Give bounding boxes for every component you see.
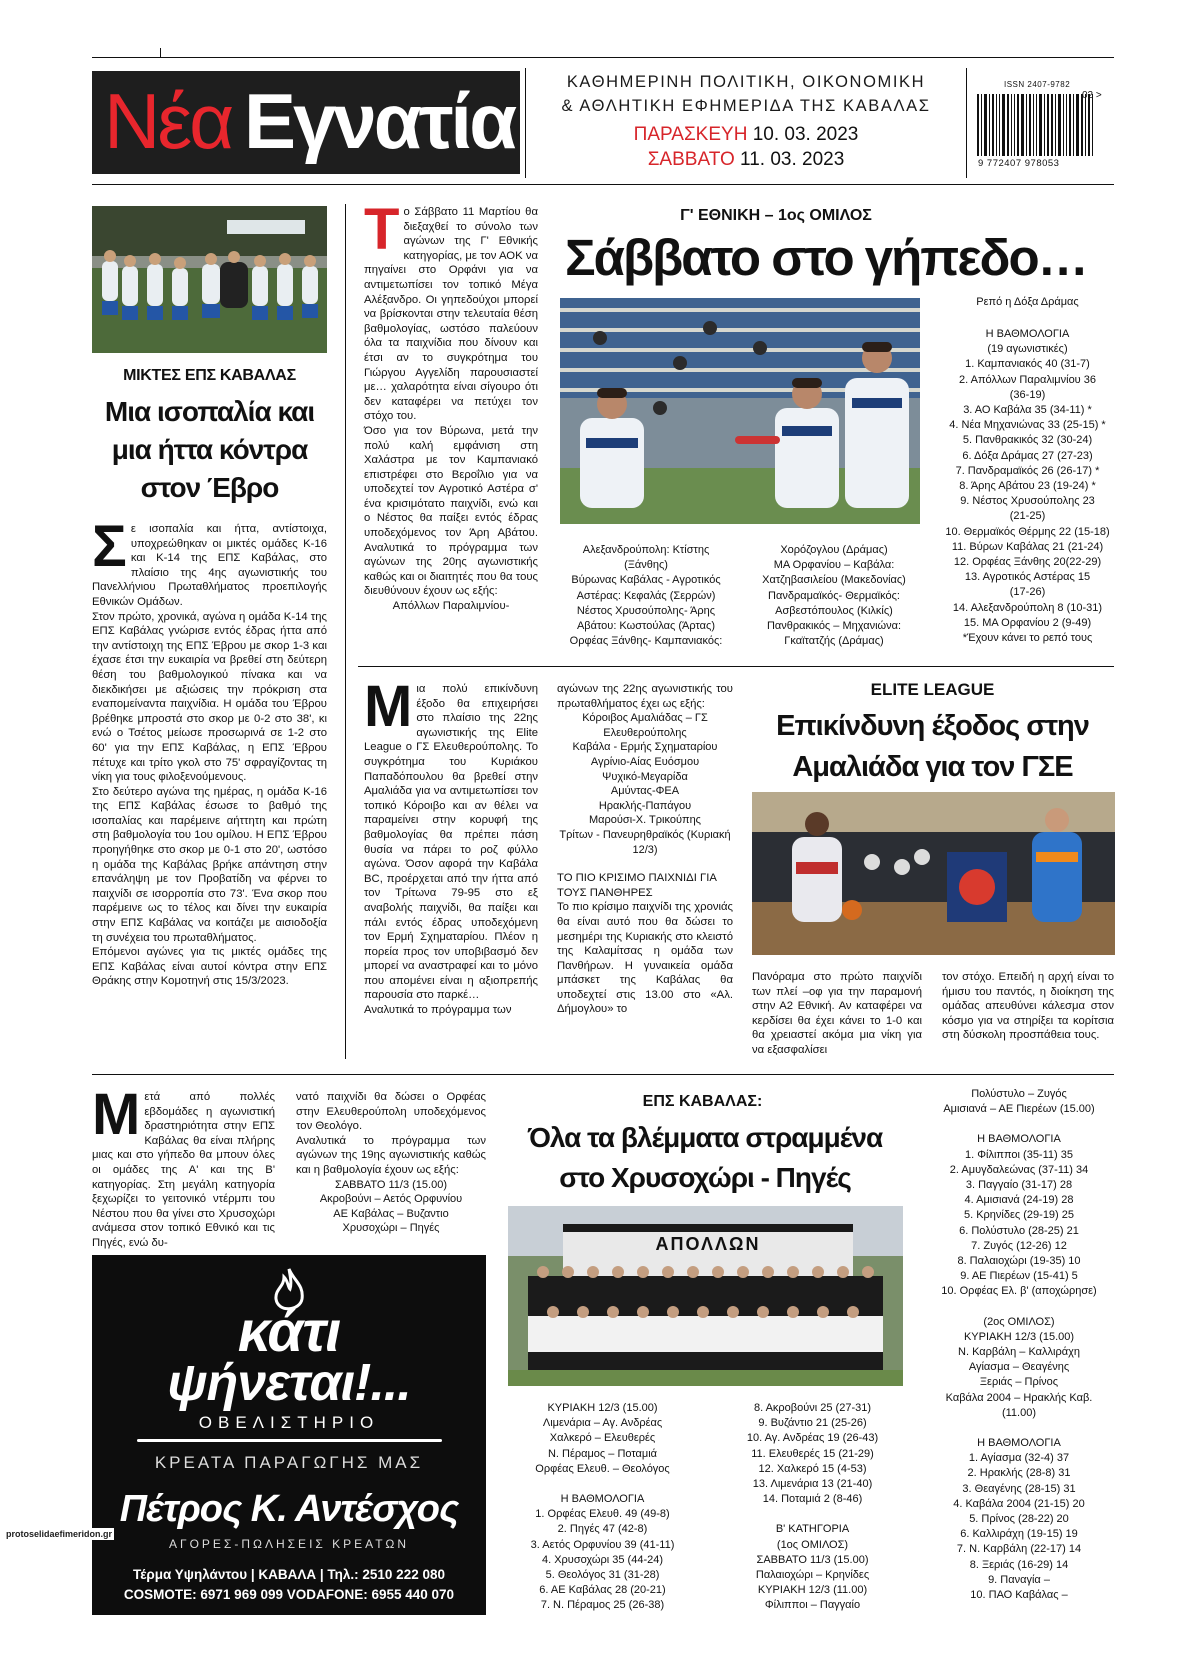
eps-col-c: [925, 1087, 1113, 1603]
eps-line: Αγίασμα – Θεαγένης: [968, 1361, 1070, 1374]
standings-row: (36-19): [1009, 388, 1046, 401]
mixed-dropcap: Σ: [92, 514, 127, 579]
eps-line: [505, 1477, 700, 1492]
standings-row: 15. ΜΑ Ορφανίου 2 (9-49): [963, 616, 1092, 629]
elite-body-col-1: [364, 674, 538, 1018]
eps-p1: ετά από πολλές εβδομάδες η αγωνιστική δραστηριότητα στην ΕΠΣ Καβάλας θα είναι πλήρης μιας και στο γήπεδο θα μπουν όλες οι ομάδες της Α' και της Β' κατηγορίας. Στη μεγάλη κατηγορία ξεχωρίζει το γειτονικό ντέρμπι του Νέστου που θα γίνει στο Χρυσοχώρι ανάμεσα στον τοπικό Εθνικό και τις Πηγές, ενώ δυ-: [92, 1091, 275, 1249]
top-rule-short: [160, 48, 161, 58]
masthead-divider-1: [525, 68, 526, 178]
gamma-rest: Ρεπό η Δόξα Δράμας: [976, 296, 1079, 308]
ad-address: Τέρμα Υψηλάντου | ΚΑΒΑΛΑ | Τηλ.: 2510 222 080: [133, 1567, 445, 1582]
gamma-p3: Απόλλων Παραλιμνίου-: [392, 600, 510, 613]
elite-fixture: Καβάλα - Ερμής Σχηματαρίου: [572, 741, 718, 754]
barcode-number: 9 772407 978053: [978, 158, 1060, 169]
eps-line: 4. Καβάλα 2004 (21-15) 20: [953, 1497, 1085, 1510]
mixed-headline-line-1: Μια ισοπαλία και: [104, 396, 315, 427]
elite-subhead: ΤΟ ΠΙΟ ΚΡΙΣΙΜΟ ΠΑΙΧΝΙΔΙ ΓΙΑ ΤΟΥΣ ΠΑΝΘΗΡΕΣ: [557, 872, 717, 899]
elite-body-col-4: [942, 970, 1114, 1043]
elite-p1: ια πολύ επικίνδυνη έξοδο θα επιχειρήσει στο πλαίσιο της 22ης αγωνιστικής της Elite League ο ΓΣ Ελευθερούπολης. Το συγκρότημα του Κυριάκου Παπαδόπουλου θα βρεθεί στην Αμαλιάδα για να αντιμετωπίσει τον τοπικό Κόροιβο και αν θέλει να παραμείνει στην κορυφή της βαθμολογίας θα πρέπει πάση θυσία να πάρει το ροζ φύλλο αγώνα. Όσον αφορά την Καβάλα BC, προέρχεται από την ήττα από τον Τρίτωνα 79-95 στο εξ αναβολής παιχνίδι, θα παίξει και πάλι εντός έδρας υποδεχόμενη τον Ερμή Σχηματαρίου. Πλέον η πορεία προς τον υποβιβασμό δεν μπορεί να αναστραφεί και το μόνο που απομένει είναι η αξιοπρεπής παρουσία στο παρκέ…: [364, 683, 538, 1002]
standings-row: 7. Πανδραμαϊκός 26 (26-17) *: [955, 464, 1100, 477]
mixed-p2: Στον πρώτο, χρονικά, αγώνα η ομάδα Κ-14 της ΕΠΣ Καβάλας γνώρισε εντός έδρας ήττα από την αντίστοιχη της ΕΠΣ Έβρου με σκορ 1-3 και έχασε έτσι την ευκαιρία να βρεθεί στη δεύτερη θέση του βαθμολογικού πίνακα και να διεκδικήσει με αξιώσεις την πρόκριση στα εναπομείναντα παιχνίδια. Η ομάδα του Έβρου βρέθηκε μπροστά στο σκορ με 0-2 στο 38', κι ενώ ο Τσέτος μείωσε προσωρινά σε 1-2 στο 60' για την ΕΠΣ Καβάλας, η ΕΠΣ Έβρου πέτυχε και τρίτο γκολ στο 75' σφραγίζοντας τη νίκη για τους φιλοξενούμενους.: [92, 610, 327, 784]
eps-line: 7. Ζυγός (12-26) 12: [971, 1239, 1067, 1252]
eps-line: 6. ΑΕ Καβάλας 28 (20-21): [539, 1584, 666, 1597]
mixed-teams-photo: [92, 206, 327, 353]
eps-line: 1. Ορφέας Ελευθ. 49 (49-8): [535, 1508, 670, 1521]
eps-photo-sign: ΑΠΟΛΛΩΝ: [655, 1234, 761, 1254]
date-1: 10. 03. 2023: [752, 124, 859, 145]
eps-col-a: [505, 1401, 700, 1614]
masthead-dates: [530, 122, 962, 172]
fixture-line: Ορφέας Ξάνθης- Καμπανιακός:: [569, 635, 723, 648]
ad-brand-1: κάτι: [237, 1299, 341, 1364]
elite-body-col-3: [752, 970, 922, 1058]
watermark: protoselidaefimeridon.gr: [6, 1529, 113, 1539]
gamma-headline: Σάββατο στο γήπεδο…: [565, 229, 1087, 286]
elite-dropcap: Μ: [364, 674, 413, 739]
elite-kicker: ELITE LEAGUE: [870, 680, 995, 699]
elite-headline: [750, 706, 1115, 788]
eps-line: ΣΑΒΒΑΤΟ 11/3 (15.00): [756, 1553, 869, 1566]
eps-line: Ξεριάς – Πρίνος: [979, 1376, 1059, 1389]
eps-line: [925, 1117, 1113, 1132]
standings-row: 10. Θερμαϊκός Θέρμης 22 (15-18): [945, 525, 1110, 538]
ad-line-1: ΚΡΕΑΤΑ ΠΑΡΑΓΩΓΗΣ ΜΑΣ: [154, 1453, 424, 1472]
eps-line: 7. Ν. Καρβάλη (22-17) 14: [956, 1543, 1082, 1556]
elite-p3: αγώνων της 22ης αγωνιστικής του πρωταθλήματος έχει ως εξής:: [557, 683, 733, 710]
eps-team-photo: [508, 1206, 903, 1386]
eps-dropcap: Μ: [92, 1082, 141, 1147]
gamma-p1: ο Σάββατο 11 Μαρτίου θα διεξαχθεί το σύνολο των αγώνων της Γ' Εθνικής κατηγορίας, με τον ΑΟΚ να πηγαίνει στο Ορφάνι για να αντιμετωπίσει τον τοπικό Μέγα Αλέξανδρο. Οι γηπεδούχοι μπορεί να βρίσκονται στην τελευταία θέση βαθμολογίας, ωστόσο παλεύουν όλα τα παιχνίδια που δίνουν και έτσι αν το συγκρότημα του Γιώργου Αγγελίδη παρουσιαστεί με… χαλαρότητα είναι σίγουρο ότι δεν καταφέρει να πετύχει τον στόχο του.: [364, 206, 538, 423]
fixture-line: Αλεξανδρούπολη: Κτίστης: [582, 544, 710, 556]
eps-p2: νατό παιχνίδι θα δώσει ο Ορφέας στην Ελευθερούπολη υποδεχόμενος τον Θεολόγο.: [296, 1091, 486, 1133]
eps-line: ΚΥΡΙΑΚΗ 12/3 (15.00): [963, 1330, 1075, 1343]
mixed-kicker: ΜΙΚΤΕΣ ΕΠΣ ΚΑΒΑΛΑΣ: [123, 367, 296, 384]
masthead-logo[interactable]: [92, 71, 520, 174]
gamma-standings-sub: (19 αγωνιστικές): [987, 343, 1068, 356]
eps-line: 10. Αγ. Ανδρέας 19 (26-43): [746, 1432, 879, 1445]
fixture-line: Βύρωνας Καβάλας - Αγροτικός: [571, 574, 721, 587]
mixed-p4: Επόμενοι αγώνες για τις μικτές ομάδες της ΕΠΣ Καβάλας είναι αυτοί κόντρα στην ΕΠΣ Θράκης στην Κομοτηνή στις 15/3/2023.: [92, 946, 327, 988]
logo-part-1: Νέα: [104, 77, 232, 165]
eps-line: 2. Ηρακλής (28-8) 31: [967, 1467, 1071, 1480]
eps-line: 5. Κρηνίδες (29-19) 25: [963, 1209, 1075, 1222]
standings-row: 6. Δόξα Δράμας 27 (27-23): [962, 449, 1093, 462]
gamma-fixtures-a: [560, 543, 732, 649]
eps-line: 6. Πολύστυλο (28-25) 21: [959, 1224, 1079, 1237]
eps-line: Καβάλα 2004 – Ηρακλής Καβ.: [945, 1391, 1093, 1404]
eps-saturday-game: Χρυσοχώρι – Πηγές: [342, 1222, 440, 1235]
gamma-bottom-rule: [358, 666, 1114, 667]
eps-headline-line-2: στο Χρυσοχώρι - Πηγές: [559, 1162, 851, 1193]
eps-line: (11.00): [1001, 1406, 1037, 1419]
fixture-line: Χορόζογλου (Δράμας): [780, 544, 888, 556]
mixed-headline-line-2: μια ήττα κόντρα: [111, 434, 308, 465]
eps-line: Ν. Πέραμος – Ποταμιά: [547, 1447, 658, 1460]
eps-line: 5. Θεολόγος 31 (31-28): [545, 1569, 660, 1582]
gamma-standings-title: Η ΒΑΘΜΟΛΟΓΙΑ: [985, 328, 1070, 340]
ad-brand-3: ΟΒΕΛΙΣΤΗΡΙΟ: [198, 1413, 380, 1432]
eps-line: 14. Ποταμιά 2 (8-46): [762, 1493, 863, 1506]
masthead-divider-2: [966, 68, 967, 178]
standings-row: 1. Καμπανιακός 40 (31-7): [965, 358, 1090, 371]
eps-line: 6. Καλλιράχη (19-15) 19: [960, 1528, 1078, 1541]
fixture-line: Γκαϊτατζής (Δράμας): [784, 635, 884, 648]
fixture-line: ΜΑ Ορφανίου – Καβάλα: Χατζηβασιλείου (Μακεδονίας): [762, 559, 906, 587]
elite-fixture: Μαρούσι-Χ. Τρικούπης: [589, 814, 701, 827]
eps-line: 9. Βυζάντιο 21 (25-26): [758, 1417, 867, 1430]
eps-line: 2. Αμυγδαλεώνας (37-11) 34: [949, 1163, 1089, 1176]
fixture-line: Πανδραμαϊκός- Θερμαϊκός:: [768, 589, 900, 602]
eps-line: Πολύστυλο – Ζυγός: [971, 1088, 1067, 1100]
eps-line: 3. Παγγαίο (31-17) 28: [965, 1179, 1073, 1192]
standings-row: 9. Νέστος Χρυσούπολης 23: [960, 495, 1095, 508]
gamma-kicker: Γ' ΕΘΝΙΚΗ – 1ος ΟΜΙΛΟΣ: [680, 207, 872, 224]
elite-fixture: Κόροιβος Αμαλιάδας – ΓΣ Ελευθερούπολης: [582, 712, 708, 739]
masthead-bottom-rule: [92, 184, 1114, 185]
eps-kicker: ΕΠΣ ΚΑΒΑΛΑΣ:: [642, 1093, 763, 1110]
eps-line: Φίλιπποι – Παγγαίο: [764, 1599, 861, 1612]
tagline-line-1: ΚΑΘΗΜΕΡΙΝΗ ΠΟΛΙΤΙΚΗ, ΟΙΚΟΝΟΜΙΚΗ: [566, 73, 926, 91]
eps-line: 10. ΠΑΟ Καβάλας –: [970, 1589, 1068, 1602]
eps-line: Η ΒΑΘΜΟΛΟΓΙΑ: [977, 1437, 1061, 1450]
ad-line-2: ΑΓΟΡΕΣ-ΠΩΛΗΣΕΙΣ ΚΡΕΑΤΩΝ: [168, 1537, 410, 1551]
fixture-line: Πανθρακικός – Μηχανιώνα:: [766, 620, 902, 633]
eps-headline: [500, 1118, 910, 1198]
eps-line: (1ος ΟΜΙΛΟΣ): [776, 1538, 849, 1551]
eps-line: Ορφέας Ελευθ. – Θεολόγος: [535, 1462, 670, 1475]
eps-saturday-game: Ακροβούνι – Αετός Ορφυνίου: [319, 1193, 463, 1206]
standings-row: (21-25): [1009, 510, 1046, 523]
standings-row: 13. Αγροτικός Αστέρας 15: [964, 571, 1091, 584]
eps-saturday-game: ΑΕ Καβάλας – Βυζαντιο: [333, 1207, 449, 1220]
elite-headline-line-1: Επικίνδυνη έξοδος στην: [776, 710, 1089, 742]
mixed-headline-line-3: στον Έβρο: [140, 472, 279, 503]
butcher-ad[interactable]: [92, 1255, 486, 1615]
eps-line: Η ΒΑΘΜΟΛΟΓΙΑ: [977, 1133, 1061, 1146]
gamma-photo: [560, 298, 920, 524]
standings-row: 8. Άρης Αβάτου 23 (19-24) *: [959, 480, 1096, 493]
elite-fixture: Αμύντας-ΦΕΑ: [610, 785, 680, 798]
col-divider-left: [345, 204, 346, 1059]
eps-line: Χαλκερό – Ελευθερές: [549, 1432, 656, 1445]
gamma-standings: [940, 327, 1115, 646]
eps-line: 3. Θεαγένης (28-15) 31: [962, 1482, 1076, 1495]
eps-line: 8. Ακροβούνι 25 (27-31): [753, 1402, 872, 1414]
eps-line: Η ΒΑΘΜΟΛΟΓΙΑ: [560, 1493, 645, 1506]
eps-line: 11. Ελευθερές 15 (21-29): [751, 1447, 874, 1460]
barcode: [977, 94, 1095, 156]
mixed-body: [92, 514, 327, 989]
masthead-tagline: [530, 70, 962, 118]
eps-line: 5. Πρίνος (28-22) 20: [969, 1513, 1069, 1526]
elite-fixture: Τρίτων - Πανευρηθραϊκός (Κυριακή 12/3): [559, 828, 731, 856]
elite-p5: Πανόραμα στο πρώτο παιχνίδι των πλεί –οφ για την παραμονή στην Α2 Εθνική. Αν καταφέρει να κερδίσει θα έχει κάνει το 1-0 και θα χρειαστεί ακόμα μια νίκη για να εξασφαλίσει: [752, 971, 922, 1056]
ad-mobiles: COSMOTE: 6971 969 099 VODAFONE: 6955 440 070: [123, 1587, 455, 1602]
gamma-body: [364, 197, 538, 614]
issn-label: ISSN 2407-9782: [1004, 80, 1071, 89]
eps-line: Λιμενάρια – Αγ. Ανδρέας: [542, 1417, 663, 1430]
elite-p4: Το πιο κρίσιμο παιχνίδι της χρονιάς θα είναι αυτό που θα δώσει το μεσημέρι της Κυριακής στο κλειστό της Καλαμίτσας η ομάδα των Πανθήρων. Η γυναικεία ομάδα μπάσκετ της Καβάλας θα υποδεχτεί στις 13.00 στο «Αλ. Δήμογλου» το: [557, 901, 733, 1016]
ad-brand-2: ψήνεται!...: [167, 1354, 411, 1412]
tagline-line-2: & ΑΘΛΗΤΙΚΗ ΕΦΗΜΕΡΙΔΑ ΤΗΣ ΚΑΒΑΛΑΣ: [561, 97, 931, 115]
fixture-line: (Ξάνθης): [624, 559, 668, 572]
elite-fixture: Ψυχικό-Μεγαρίδα: [602, 770, 688, 783]
eps-p3: Αναλυτικά το πρόγραμμα των αγώνων της 19ης αγωνιστικής καθώς και η βαθμολογία έχουν ως εξής:: [296, 1134, 486, 1176]
issue-code: 02 >: [1082, 90, 1102, 101]
ad-name: Πέτρος Κ. Αντέσχος: [119, 1488, 459, 1530]
elite-body-col-2: [557, 682, 733, 1017]
eps-line: 4. Αμισιανά (24-19) 28: [964, 1194, 1074, 1207]
standings-row: 3. ΑΟ Καβάλα 35 (34-11) *: [963, 404, 1092, 417]
logo-part-2: Εγνατία: [244, 77, 515, 165]
gamma-dropcap: Τ: [364, 197, 400, 262]
standings-row: 12. Ορφέας Ξάνθης 20(22-29): [953, 556, 1102, 569]
standings-row: *Έχουν κάνει το ρεπό τους: [962, 632, 1093, 645]
eps-line: Παλαιοχώρι – Κρηνίδες: [755, 1569, 870, 1582]
mixed-headline: [92, 393, 327, 507]
elite-photo: [752, 792, 1115, 955]
fixture-line: Νέστος Χρυσούπολης- Άρης: [576, 604, 716, 617]
eps-line: (2ος ΟΜΙΛΟΣ): [983, 1315, 1055, 1328]
eps-col-b: [715, 1401, 910, 1614]
fixture-line: Αστέρας: Κεφαλάς (Σερρών): [576, 589, 716, 602]
eps-line: [715, 1507, 910, 1522]
standings-row: 14. Αλεξανδρούπολη 8 (10-31): [952, 601, 1103, 614]
top-rule: [92, 57, 1114, 58]
eps-line: 4. Χρυσοχώρι 35 (44-24): [541, 1553, 664, 1566]
mixed-p1: ε ισοπαλία και ήττα, αντίστοιχα, υποχρεώθηκαν οι μικτές ομάδες Κ-16 και Κ-14 της ΕΠΣ Καβάλας, στο πλαίσιο της 4ης αγωνιστικής του Πανελλήνιου Πρωταθλήματος προεπιλογής Εθνικών Ομάδων.: [92, 523, 327, 608]
eps-line: 1. Αγίασμα (32-4) 37: [968, 1452, 1070, 1465]
eps-line: ΚΥΡΙΑΚΗ 12/3 (15.00): [547, 1402, 658, 1414]
date-day-1: ΠΑΡΑΣΚΕΥΗ: [633, 124, 748, 145]
mid-page-rule: [92, 1074, 1114, 1075]
eps-body-col-1: [92, 1082, 275, 1251]
standings-row: (17-26): [1009, 586, 1046, 599]
eps-line: 7. Ν. Πέραμος 25 (26-38): [540, 1599, 665, 1612]
elite-fixture: Αγρίνιο-Αίας Ευόσμου: [590, 755, 700, 768]
gamma-p2: Όσο για τον Βύρωνα, μετά την πολύ καλή εμφάνιση στη Χαλάστρα με τον Καμπανιακό επιστρέφει στο Βεροΐλιο για να υποδεχτεί τον Αγροτικό Αστέρα σ' ένα κρισιμότατο παιχνίδι, ενώ και ο Νέστος θα παίξει εντός έδρας υποδεχόμενος τον Άρη Αβάτου. Αναλυτικά το πρόγραμμα των αγώνων της 20ης αγωνιστικής καθώς και οι διαιτητές που θα τους διευθύνουν έχουν ως εξής:: [364, 424, 538, 598]
eps-body-col-2: [296, 1090, 486, 1236]
gamma-fixtures-b: [748, 543, 920, 649]
date-2: 11. 03. 2023: [740, 149, 845, 170]
elite-headline-line-2: Αμαλιάδα για τον ΓΣΕ: [792, 751, 1073, 783]
eps-line: 2. Πηγές 47 (42-8): [557, 1523, 648, 1536]
standings-row: 4. Νέα Μηχανιώνας 33 (25-15) *: [949, 419, 1106, 432]
eps-line: 8. Ξεριάς (16-29) 14: [969, 1558, 1069, 1571]
eps-line: 8. Παλαιοχώρι (19-35) 10: [957, 1255, 1081, 1268]
eps-line: 13. Λιμενάρια 13 (21-40): [752, 1478, 873, 1491]
elite-p2: Αναλυτικά το πρόγραμμα των: [364, 1004, 512, 1017]
eps-line: Ν. Καρβάλη – Καλλιράχη: [958, 1346, 1080, 1359]
elite-p6: τον στόχο. Επειδή η αρχή είναι το ήμισυ του παντός, η διοίκηση της ομάδας απευθύνει κάλεσμα στον κόσμο για να στηρίξει τα κορίτσια στη δύσκολη προσπάθεια τους.: [942, 971, 1114, 1042]
fixture-line: Αβάτου: Κωστούλας (Άρτας): [576, 620, 716, 633]
eps-headline-line-1: Όλα τα βλέμματα στραμμένα: [527, 1122, 883, 1153]
standings-row: 11. Βύρων Καβάλας 21 (21-24): [951, 540, 1104, 553]
eps-line: 9. Παναγία –: [988, 1573, 1050, 1586]
eps-line: Β' ΚΑΤΗΓΟΡΙΑ: [775, 1523, 850, 1536]
eps-line: 10. Ορφέας Ελ. β' (αποχώρησε): [941, 1285, 1097, 1298]
date-day-2: ΣΑΒΒΑΤΟ: [647, 149, 735, 170]
eps-saturday: ΣΑΒΒΑΤΟ 11/3 (15.00): [335, 1178, 447, 1191]
eps-line: ΚΥΡΙΑΚΗ 12/3 (11.00): [757, 1584, 868, 1597]
eps-line: [925, 1421, 1113, 1436]
elite-fixture: Ηρακλής-Παπάγου: [598, 799, 692, 812]
eps-line: [925, 1300, 1113, 1315]
standings-row: 5. Πανθρακικός 32 (30-24): [962, 434, 1093, 447]
eps-line: Αμισιανά – ΑΕ Πιερέων (15.00): [943, 1103, 1095, 1116]
eps-line: 1. Φίλιπποι (35-11) 35: [965, 1148, 1073, 1161]
eps-line: 9. ΑΕ Πιερέων (15-41) 5: [960, 1270, 1078, 1283]
eps-line: 12. Χαλκερό 15 (4-53): [758, 1462, 867, 1475]
ad-swoosh: [137, 1439, 442, 1442]
mixed-p3: Στο δεύτερο αγώνα της ημέρας, η ομάδα Κ-16 της ΕΠΣ Καβάλας έσωσε το βαθμό της ισοπαλίας και παρέμεινε αήττητη και πρώτη στη βαθμολογία του 1ου ομίλου. Η ΕΠΣ Έβρου προηγήθηκε στο σκορ με 0-1 στο 20', ωστόσο η ομάδα της Καβάλας βρήκε απάντηση στην επανάληψη με τον Προβατίδη να φέρνει το παιχνίδι σε ισορροπία στο 73'. Ένα σκορ που παρέμεινε ως το τέλος και δίνει την ευκαιρία στην ΕΠΣ Καβάλας να κοιτάζει με αισιοδοξία τη συνέχεια του πρωταθλήματος.: [92, 785, 327, 944]
eps-line: 3. Αετός Ορφυνίου 39 (41-11): [530, 1538, 675, 1551]
standings-row: 2. Απόλλων Παραλιμνίου 36: [958, 373, 1096, 386]
fixture-line: Ασβεστόπουλος (Κιλκίς): [775, 604, 893, 617]
